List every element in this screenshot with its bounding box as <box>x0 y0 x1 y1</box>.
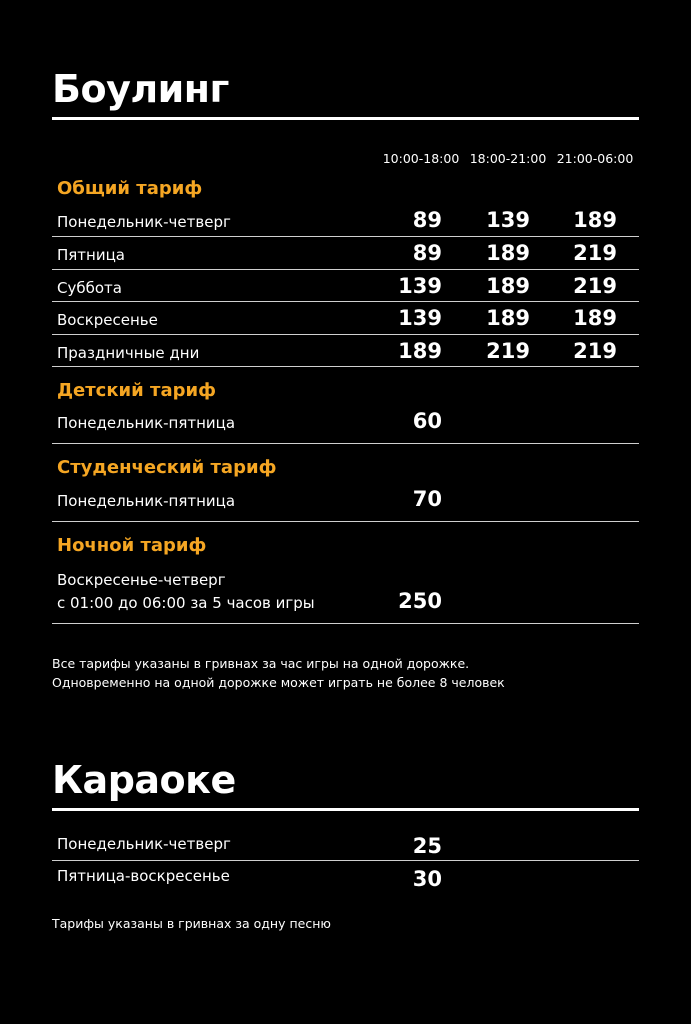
general-row-price: 89 <box>412 241 442 265</box>
general-row-day: Суббота <box>57 279 122 297</box>
row-divider <box>52 269 639 270</box>
general-row-day: Понедельник-четверг <box>57 213 231 231</box>
kids-tariff-day: Понедельник-пятница <box>57 414 236 432</box>
general-row-day: Воскресенье <box>57 311 158 329</box>
row-divider <box>52 334 639 335</box>
row-divider <box>52 236 639 237</box>
general-row-price: 189 <box>486 306 530 330</box>
student-tariff-price: 70 <box>412 487 442 511</box>
general-row-price: 219 <box>573 241 617 265</box>
general-row-price: 219 <box>573 339 617 363</box>
kids-tariff-price: 60 <box>412 409 442 433</box>
karaoke-row-price: 25 <box>412 834 442 858</box>
row-divider <box>52 521 639 522</box>
general-row-day: Пятница <box>57 246 125 264</box>
karaoke-title: Караоке <box>52 758 236 802</box>
bowling-title: Боулинг <box>52 67 229 111</box>
night-tariff-heading: Ночной тариф <box>57 535 207 556</box>
row-divider <box>52 301 639 302</box>
general-row-price: 219 <box>573 274 617 298</box>
karaoke-note: Тарифы указаны в гривнах за одну песню <box>52 916 331 931</box>
row-divider <box>52 366 639 367</box>
row-divider <box>52 623 639 624</box>
karaoke-row-day: Пятница-воскресенье <box>57 867 230 885</box>
general-row-price: 189 <box>486 274 530 298</box>
time-slot-header-3: 21:00-06:00 <box>556 151 634 166</box>
general-row-price: 189 <box>486 241 530 265</box>
time-slot-header-2: 18:00-21:00 <box>469 151 547 166</box>
general-row-price: 139 <box>398 274 442 298</box>
general-row-price: 189 <box>573 306 617 330</box>
night-tariff-price: 250 <box>398 589 442 613</box>
time-slot-header-1: 10:00-18:00 <box>382 151 460 166</box>
row-divider <box>52 443 639 444</box>
karaoke-row-price: 30 <box>412 867 442 891</box>
general-row-price: 89 <box>412 208 442 232</box>
night-tariff-day-line1: Воскресенье-четверг <box>57 571 226 589</box>
general-row-price: 139 <box>398 306 442 330</box>
karaoke-row-day: Понедельник-четверг <box>57 835 231 853</box>
night-tariff-day-line2: с 01:00 до 06:00 за 5 часов игры <box>57 594 315 612</box>
student-tariff-day: Понедельник-пятница <box>57 492 236 510</box>
student-tariff-heading: Студенческий тариф <box>57 457 277 478</box>
karaoke-title-rule <box>52 808 639 811</box>
kids-tariff-heading: Детский тариф <box>57 380 216 401</box>
general-row-day: Праздничные дни <box>57 344 200 362</box>
row-divider <box>52 860 639 861</box>
bowling-title-rule <box>52 117 639 120</box>
general-row-price: 219 <box>486 339 530 363</box>
general-row-price: 139 <box>486 208 530 232</box>
bowling-note-line2: Одновременно на одной дорожке может играть не более 8 человек <box>52 675 505 690</box>
general-tariff-heading: Общий тариф <box>57 178 203 199</box>
general-row-price: 189 <box>398 339 442 363</box>
general-row-price: 189 <box>573 208 617 232</box>
bowling-note-line1: Все тарифы указаны в гривнах за час игры на одной дорожке. <box>52 656 470 671</box>
